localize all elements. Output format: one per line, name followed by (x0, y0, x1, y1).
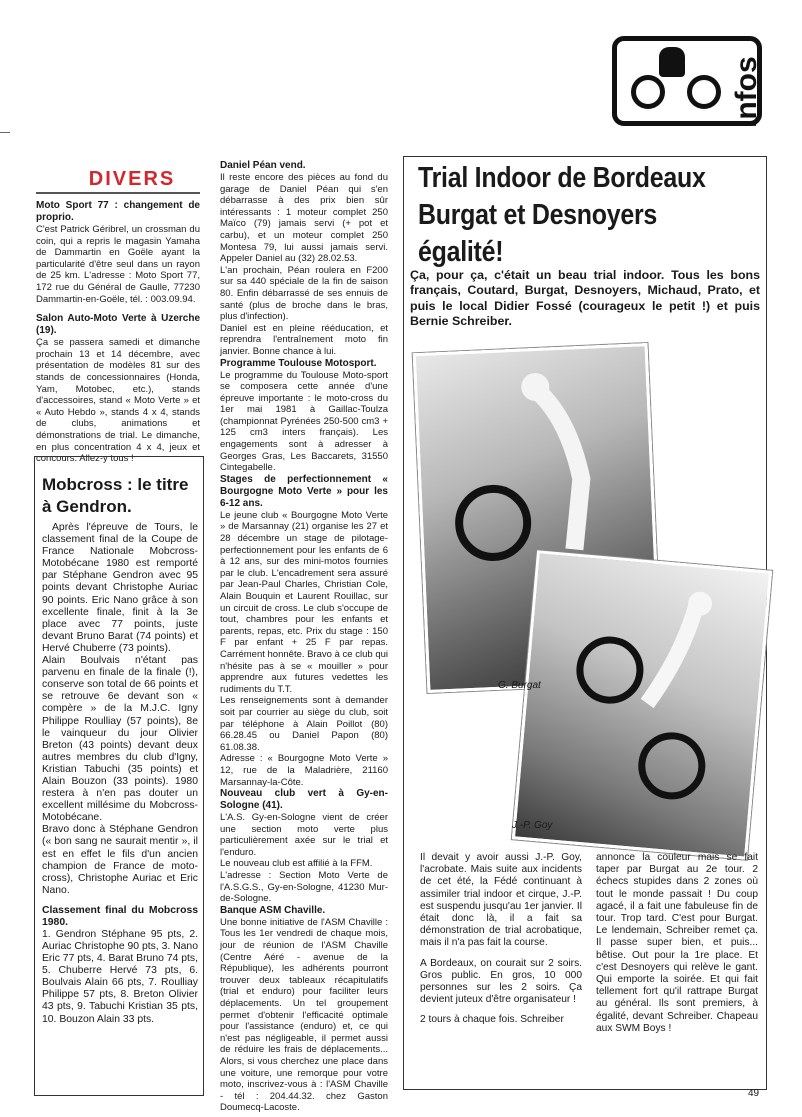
margin-tick (0, 132, 10, 133)
logo-wheel-rear-icon (631, 75, 665, 109)
heading-nouveau-club: Nouveau club vert à Gy-en-Sologne (41). (220, 788, 388, 812)
text-moto-sport: C'est Patrick Géribrel, un crossman du coin, qui a repris le magasin Yamaha de Dammartin en Goële ayant la particularité d'être seul dans un rayon de 25 km. L'adresse : Moto Sport 77, 172 rue du Général de Gaulle, 77230 Dammartin-en-Goële, tél. : 003.09.94. (36, 224, 200, 305)
divers-rule (36, 192, 200, 194)
page-number: 49 (748, 1088, 760, 1099)
text-nouveau-3: L'adresse : Section Moto Verte de l'A.S.G.S., Gy-en-Sologne, 41230 Mur-de-Sologne. (220, 870, 388, 905)
heading-moto-sport: Moto Sport 77 : changement de proprio. (36, 200, 200, 223)
text-pean-2: L'an prochain, Péan roulera en F200 sur sa 440 spéciale de la fin de saison 80. Enfin débarrassé de ses ennuis de santé (plus de broche dans le bras, plus d'infection). (220, 264, 388, 323)
heading-toulouse: Programme Toulouse Motosport. (220, 357, 377, 369)
logo-rider-icon (659, 47, 685, 77)
article-lead: Ça, pour ça, c'était un beau trial indoor. Tous les bons français, Coutard, Burgat, Desnoyers, Michaud, Prato, et puis le local Didier Fossé (courageux le petit !) et puis Bernie Schreiber. (410, 268, 760, 329)
article-title-line-3: égalité! (418, 236, 504, 268)
caption-goy: J.-P. Goy (512, 820, 553, 831)
heading-stages: Stages de perfectionnement « Bourgogne Moto Verte » pour les 6-12 ans. (220, 473, 388, 509)
mobcross-para-3: Bravo donc à Stéphane Gendron (« bon sang ne saurait mentir », il est en effet le fils d'un ancien champion de France de moto-cross), Christophe Auriac et Eric Nano. (42, 824, 198, 896)
mobcross-para-2: Alain Boulvais n'étant pas parvenu en finale de la finale (!), conserve son total de 66 points et se retrouve 6e devant son « compère » de la M.J.C. Igny Philippe Roulliay (57 points), 8e le vainqueur du jour Olivier Breton (43 points) devant deux autres membres du club d'Igny, Kristian Tabuchi (35 points) et Alain Bouzon (33 points). 1980 restera à n'en pas douter un excellent millésime du Mobcross-Motobécane. (42, 655, 198, 824)
column-news (220, 160, 388, 1114)
article-title (418, 160, 710, 271)
text-salon: Ça se passera samedi et dimanche prochain 13 et 14 décembre, avec présentation de modèles 81 sur des stands de concessionnaires (Honda, Yam, Motobec, etc.), stands d'accessoires, stand « Moto Verte » et « Auto Hebdo », stands 4 x 4, stands de clubs, animations et démonstrations de trial. Le dimanche, en plus concentration 4 x 4, jeux et concours. Allez-y tous ! (36, 337, 200, 465)
heading-banque: Banque ASM Chaville. (220, 904, 326, 916)
text-stages-3: Adresse : « Bourgogne Moto Verte » 12, rue de la Maladrière, 21160 Marsannay-la-Côte. (220, 753, 388, 788)
motorcycle-wheelie-icon (515, 554, 769, 857)
article-column-right (596, 852, 758, 1035)
text-nouveau-2: Le nouveau club est affilié à la FFM. (220, 858, 373, 870)
text-toulouse: Le programme du Toulouse Moto-sport se composera cette année d'une épreuve importante : le moto-cross du 1er mai 1981 à Gaillac-Toulza (championnat Pyrénées 250-500 cm3 + 125 cm3 inters français). Les engagements sont à adresser à Georges Gras, Les Baccarets, 31550 Cintegabelle. (220, 369, 388, 474)
section-title-divers: DIVERS (88, 168, 176, 190)
article-para-2: A Bordeaux, on courait sur 2 soirs. Gros public. En gros, 10 000 personnes sur les 2 soirs. Ça devient juteux d'être organisateur ! (420, 957, 582, 1006)
text-stages-1: Le jeune club « Bourgogne Moto Verte » de Marsannay (21) organise les 27 et 28 décembre un stage de pilotage-perfectionnement pour les enfants de 6 à 12 ans, sur des mini-motos fournies par le club. L'encadrement sera assuré par Jean-Paul Charles, Christian Cole, Alain Bouquin et Laurent Rouillac, sur un circuit de cross. Le club s'occupe de tout, chambres pour les enfants et parents, repas, etc. Prix du stage : 150 F par enfant + 25 F par repas. Carrément honnête. Bravo à ce club qui n'hésite pas à se « mouiller » pour apprendre aux futures vedettes les rudiments du T.T. (220, 509, 388, 695)
caption-burgat: G. Burgat (498, 680, 541, 691)
text-nouveau-1: L'A.S. Gy-en-Sologne vient de créer une section moto verte plus particulièrement axée sur le trial et l'enduro. (220, 812, 388, 858)
article-para-3: 2 tours à chaque fois. Schreiber (420, 1014, 564, 1026)
article-title-line-2: Burgat et Desnoyers (418, 199, 658, 231)
logo-wheel-front-icon (687, 75, 721, 109)
mobcross-para-1: Après l'épreuve de Tours, le classement final de la Coupe de France Nationale Mobcross-Motobécane 1980 est remporté par Stéphane Gendron avec 95 points devant Christophe Auriac 90 points. Eric Nano grâce à son excellente finale, finit à la 3e place avec 77 points, juste devant Bruno Barat (74 points) et Hervé Chuberre (73 points). (42, 522, 198, 654)
logo-text: infos (730, 56, 763, 128)
article-para-4: annonce la couleur mais se fait taper par Burgat au 2e tour. 2 échecs stupides dans 2 zones où tout le monde passait ! Du coup agacé, il a fait une fabuleuse fin de tour. Trop tard. C'est pour Burgat. Le lendemain, Schreiber remet ça. Il passe super bien, et puis... bêtise. Out pour la 1re place. Et c'est Desnoyers qui relève le gant. Qui emporte la soirée. Et qui fait tellement fort qu'il rattrape Burgat au général. Ils sont premiers, à égalité, devant Schreiber. Chapeau aux SWM Boys ! (596, 852, 758, 1034)
text-banque: Une bonne initiative de l'ASM Chaville : Tous les 1er vendredi de chaque mois, jour de réunion de l'ASM Chaville (Centre Aéré - avenue de la République), les adhérents pourront trouver deux tableaux récapitulatifs (trial et enduro) pour faciliter leurs déplacements. Un tel groupement permet d'obtenir l'efficacité optimale pour l'assistance (enduro) et, ce qui n'est pas négligeable, il permet aussi de réduire les frais de déplacements... Alors, si vous cherchez une place dans une voiture, une remorque pour votre moto, inscrivez-vous à : l'ASM Chaville - tél : 204.44.32. chez Gaston Doumecq-Lacoste. (220, 916, 388, 1114)
heading-pean: Daniel Péan vend. (220, 160, 306, 171)
mobcross-title: Mobcross : le titre à Gendron. (42, 475, 189, 516)
column-divers (36, 200, 200, 465)
article-column-left (420, 852, 582, 1027)
text-pean-1: Il reste encore des pièces au fond du garage de Daniel Péan qui s'en débarrasse à des prix bien sûr intéressants : 1 moteur complet 250 Maïco (79) jamais servi (+ pot et carbu), et un moteur complet 250 Montesa 79, lui aussi jamais servi. Appeler Daniel au (32) 28.02.53. (220, 172, 388, 265)
article-title-line-1: Trial Indoor de Bordeaux (418, 162, 706, 194)
mobcross-body (42, 522, 198, 1026)
mobcross-classement-heading: Classement final du Mobcross 1980. (42, 904, 198, 928)
mobcross-classement: 1. Gendron Stéphane 95 pts, 2. Auriac Christophe 90 pts, 3. Nano Eric 77 pts, 4. Barat Bruno 74 pts, 5. Chuberre Hervé 73 pts, 6. Boulvais Alain 66 pts, 7. Roulliay Philippe 57 pts, 8. Breton Olivier 43 pts, 9. Tabuchi Kristian 35 pts, 10. Bouzon Alain 33 pts. (42, 928, 198, 1025)
heading-salon: Salon Auto-Moto Verte à Uzerche (19). (36, 313, 200, 337)
text-pean-3: Daniel est en pleine rééducation, et reprendra l'entraînement moto fin janvier. Bonne chance à lui. (220, 322, 388, 357)
photo-goy (512, 550, 772, 859)
text-stages-2: Les renseignements sont à demander soit par courrier au siège du club, soit par téléphone à Alain Poillot (80) 66.28.45 ou Daniel Papon (80) 61.08.38. (220, 695, 388, 753)
article-para-1: Il devait y avoir aussi J.-P. Goy, l'acrobate. Mais suite aux incidents de cet été, la Fédé continuant à assimiler trial indoor et cirque, J.-P. est suspendu jusqu'au 1er janvier. Il était donc là, il a fait sa démonstration de trial acrobatique, mais il n'a pas fait la course. (420, 852, 582, 949)
